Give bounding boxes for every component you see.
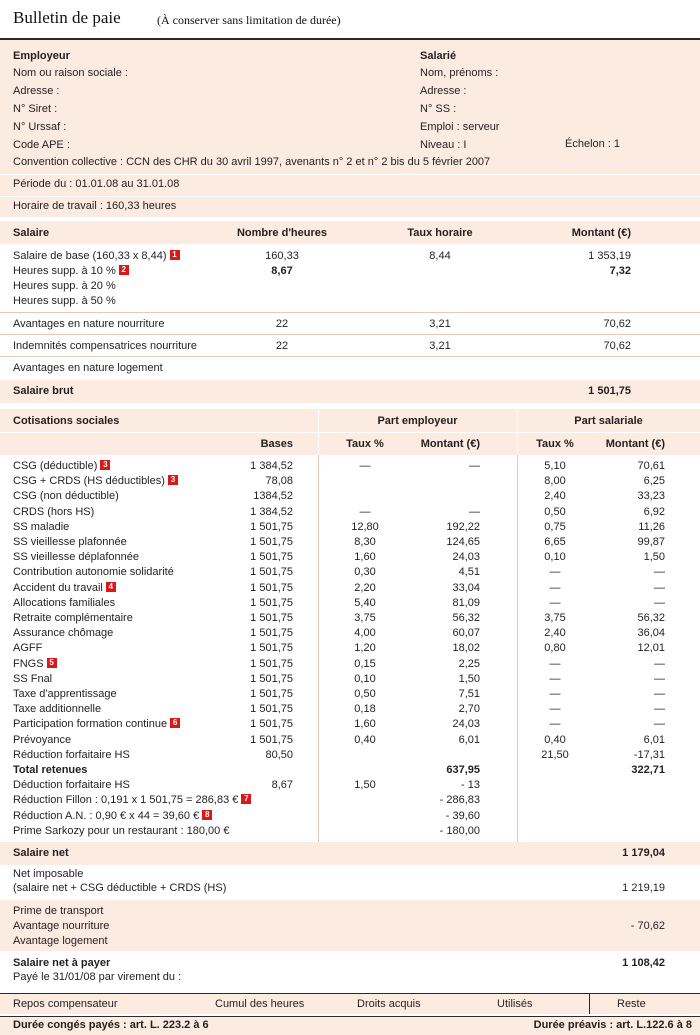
cotisation-taux-sal: — [549, 703, 561, 716]
salaire-col-header: Salaire [13, 227, 50, 239]
cotisation-montant-sal: 99,87 [637, 536, 665, 548]
cotisation-montant-emp: 7,51 [458, 688, 480, 700]
note-badge: 3 [168, 475, 178, 485]
cotisation-label: CRDS (hors HS) [13, 505, 95, 518]
employeur-field: Nom ou raison sociale : [13, 67, 128, 79]
cotisation-taux-sal: 8,00 [544, 475, 566, 488]
cotisation-base: 1 501,75 [250, 672, 293, 685]
salarie-field: Emploi : serveur [420, 121, 500, 133]
cotisation-label: SS vieillesse déplafonnée [13, 551, 139, 564]
deduction-label [13, 810, 212, 823]
cotisation-taux-emp: 0,10 [354, 672, 376, 685]
salarie-field: Niveau : I [420, 139, 467, 151]
info-section [0, 40, 700, 196]
cotisation-taux-emp: 3,75 [354, 612, 376, 624]
footer-preavis: Durée préavis : art. L.122.6 à 8 [533, 1019, 692, 1031]
cotisation-base: 1 501,75 [250, 581, 293, 594]
deduction-label: Prime Sarkozy pour un restaurant : 180,00 € [13, 824, 230, 837]
cumul-heures: Cumul des heures [215, 998, 305, 1010]
note-badge: 7 [241, 794, 251, 804]
net-a-payer-label: Salaire net à payer [13, 957, 111, 969]
cotisation-base: 1 384,52 [250, 505, 293, 518]
cotisation-taux-emp: 12,80 [351, 520, 379, 533]
avantage-montant: 70,62 [603, 318, 631, 330]
cotisation-montant-sal: — [654, 657, 665, 670]
cotisation-taux-sal: 0,75 [544, 520, 566, 533]
taux-col-header: Taux horaire [407, 227, 473, 239]
part-salariale-heading: Part salariale [574, 415, 643, 427]
avantage-label: Avantages en nature nourriture [13, 318, 165, 330]
deduction-montant: - 286,83 [439, 794, 480, 807]
cotisation-montant-sal: 33,23 [637, 490, 665, 503]
reste: Reste [617, 998, 646, 1010]
salaire-row-heures: 160,33 [265, 250, 299, 262]
net-a-payer-montant: 1 108,42 [622, 957, 665, 969]
cotisation-montant-emp: 2,70 [458, 703, 480, 716]
cotisation-taux-sal: — [549, 566, 561, 579]
cotisation-montant-emp: — [469, 505, 480, 518]
cotisation-taux-sal: 21,50 [541, 748, 569, 761]
cotisation-taux-emp: 2,20 [354, 581, 376, 594]
cotisation-taux-emp: 0,18 [354, 703, 376, 716]
title-bar [0, 0, 700, 40]
salaire-row-label: Heures supp. à 50 % [13, 295, 116, 307]
employeur-field: N° Urssaf : [13, 121, 67, 133]
cotisation-taux-sal: 3,75 [544, 612, 566, 624]
cotisation-taux-sal: 0,80 [544, 642, 566, 655]
cotisation-montant-emp: 18,02 [452, 642, 480, 655]
taux-emp-header: Taux % [346, 438, 384, 450]
horaire: Horaire de travail : 160,33 heures [13, 200, 177, 212]
cotisation-label: Retraite complémentaire [13, 612, 133, 624]
cotisation-label-text: CSG (déductible) [13, 460, 98, 472]
salaire-row-label-text: Heures supp. à 10 % [13, 265, 116, 277]
note-badge: 4 [106, 582, 116, 592]
cotisation-base: 1 501,75 [250, 657, 293, 670]
cotisation-label-text: FNGS [13, 657, 44, 670]
cotisation-base: 1 501,75 [250, 733, 293, 746]
cotisation-base: 1384,52 [253, 490, 293, 503]
salaire-row-label-text: Salaire de base (160,33 x 8,44) [13, 250, 167, 262]
cotisation-label: Prévoyance [13, 733, 72, 746]
montant-emp-header: Montant (€) [420, 438, 480, 450]
cotisation-label-text: CSG + CRDS (HS déductibles) [13, 475, 165, 488]
echelon: Échelon : 1 [565, 138, 621, 150]
deduction-label [13, 794, 251, 807]
avantage-label: Avantages en nature logement [13, 362, 163, 374]
net-imposable-detail: (salaire net + CSG déductible + CRDS (HS) [13, 882, 227, 894]
deduction-label-text: Réduction Fillon : 0,191 x 1 501,75 = 286,83 € [13, 794, 239, 807]
cotisation-montant-sal: — [654, 596, 665, 609]
salarie-field: N° SS : [420, 103, 457, 115]
cotisation-label [13, 718, 180, 731]
part-employeur-heading: Part employeur [377, 415, 458, 427]
cotisation-montant-sal: 6,25 [643, 475, 665, 488]
salaire-row-label [13, 250, 180, 263]
cotisation-montant-sal: — [654, 566, 665, 579]
cotisation-base: 1 501,75 [250, 551, 293, 564]
cotisation-taux-emp: 1,60 [354, 718, 376, 731]
cotisation-label: AGFF [13, 642, 43, 655]
cotisation-taux-sal: — [549, 718, 561, 731]
taux-sal-header: Taux % [536, 438, 574, 450]
cotisations-heading: Cotisations sociales [13, 415, 120, 427]
convention-collective: Convention collective : CCN des CHR du 30 avril 1997, avenants n° 2 et n° 2 bis du 5 février 2007 [13, 156, 491, 168]
cotisation-base: 1 501,75 [250, 642, 293, 655]
cotisation-taux-emp: — [359, 460, 371, 472]
cotisation-label [13, 475, 178, 488]
droits-acquis: Droits acquis [357, 998, 421, 1010]
cotisation-montant-sal: — [654, 703, 665, 716]
cotisation-label-text: Accident du travail [13, 581, 103, 594]
cotisation-taux-emp: 1,60 [354, 551, 376, 564]
cotisation-label-text: Participation formation continue [13, 718, 168, 731]
salarie-field: Nom, prénoms : [420, 67, 499, 79]
cotisation-base: 1 501,75 [250, 566, 293, 579]
cotisation-taux-emp: 1,20 [354, 642, 376, 655]
cotisation-montant-emp: — [469, 460, 480, 472]
cotisation-label: Allocations familiales [13, 596, 116, 609]
cotisation-label: Taxe d'apprentissage [13, 688, 117, 700]
prime-transport: Prime de transport [13, 905, 104, 917]
cotisation-taux-emp: 0,30 [354, 566, 376, 579]
cotisation-taux-sal: — [549, 688, 561, 700]
cotisation-base: 1 501,75 [250, 718, 293, 731]
cotisation-montant-sal: 6,01 [643, 733, 665, 746]
cotisation-label: SS vieillesse plafonnée [13, 536, 127, 548]
cotisation-base: 78,08 [265, 475, 293, 488]
cotisation-label: Réduction forfaitaire HS [13, 748, 130, 761]
employeur-field: N° Siret : [13, 103, 58, 115]
cotisation-label: Assurance chômage [13, 627, 114, 640]
avantage-taux: 3,21 [429, 340, 451, 352]
deduction-label-text: Réduction A.N. : 0,90 € x 44 = 39,60 € [13, 809, 200, 822]
cotisation-taux-emp: 4,00 [354, 627, 376, 640]
employeur-field: Adresse : [13, 85, 60, 97]
page-subtitle: (À conserver sans limitation de durée) [157, 13, 341, 27]
avantage-heures: 22 [275, 340, 289, 352]
cotisation-montant-sal: 70,61 [637, 460, 665, 472]
cotisation-label [13, 582, 116, 595]
cotisation-montant-sal: 56,32 [637, 612, 665, 624]
cotisation-montant-sal: 1,50 [643, 551, 665, 564]
deduction-label: Déduction forfaitaire HS [13, 779, 130, 792]
footer-conges: Durée congés payés : art. L. 223.2 à 6 [13, 1019, 209, 1031]
heures-col-header: Nombre d'heures [236, 227, 328, 239]
cotisation-taux-emp: 0,40 [354, 733, 376, 746]
avantage-heures: 22 [275, 318, 289, 330]
bases-header: Bases [260, 438, 293, 450]
cotisation-taux-emp: 0,50 [354, 688, 376, 700]
cotisation-taux-sal: 2,40 [544, 490, 566, 503]
cotisation-taux-sal: — [549, 596, 561, 609]
cotisation-montant-sal: — [654, 672, 665, 685]
cotisation-montant-emp: 124,65 [446, 536, 480, 548]
cotisation-base: 1 501,75 [250, 612, 293, 624]
cotisation-taux-sal: 0,50 [544, 505, 566, 518]
primes-montant: - 70,62 [630, 920, 665, 932]
cotisation-taux-sal: 5,10 [544, 460, 566, 472]
cotisation-montant-emp: 6,01 [458, 733, 480, 746]
cotisation-taux-sal: — [549, 581, 561, 594]
net-imposable-montant: 1 219,19 [622, 882, 665, 894]
deduction-taux: 1,50 [354, 779, 376, 792]
cotisation-taux-emp: 8,30 [354, 536, 376, 548]
salaire-row-label [13, 265, 129, 278]
note-badge: 2 [119, 265, 129, 275]
cotisation-montant-sal: 36,04 [637, 627, 665, 640]
cotisation-taux-sal: — [549, 657, 561, 670]
avantage-label: Indemnités compensatrices nourriture [13, 340, 198, 352]
cotisation-montant-emp: 2,25 [458, 657, 480, 670]
cotisation-taux-sal: 0,10 [544, 551, 566, 564]
cotisation-montant-emp: 81,09 [452, 596, 480, 609]
salarie-field: Adresse : [420, 85, 467, 97]
salaire-row-label: Heures supp. à 20 % [13, 280, 116, 292]
cotisation-base: 1 501,75 [250, 520, 293, 533]
cotisation-montant-emp: 4,51 [458, 566, 480, 579]
deduction-montant: - 180,00 [439, 824, 480, 837]
note-badge: 5 [47, 658, 57, 668]
avantage-logement: Avantage logement [13, 935, 108, 947]
cotisation-base: 1 501,75 [250, 536, 293, 548]
cotisation-base: 1 501,75 [250, 703, 293, 716]
avantage-nourriture: Avantage nourriture [13, 920, 110, 932]
cotisation-montant-sal: 6,92 [643, 505, 665, 518]
cotisation-taux-emp: — [359, 505, 371, 518]
cotisation-montant-emp: 33,04 [452, 581, 480, 594]
cotisation-montant-sal: -17,31 [633, 748, 665, 761]
cotisation-label: CSG (non déductible) [13, 490, 119, 503]
cotisation-base: 1 384,52 [250, 460, 293, 472]
repos-compensateur: Repos compensateur [13, 998, 118, 1010]
cotisation-label: Contribution autonomie solidarité [13, 566, 174, 579]
total-retenues-label: Total retenues [13, 764, 88, 776]
footer [0, 1016, 700, 1035]
note-badge: 8 [202, 810, 212, 820]
salaire-row-montant: 7,32 [609, 265, 631, 277]
utilises: Utilisés [497, 998, 533, 1010]
cotisation-base: 1 501,75 [250, 627, 293, 640]
deduction-montant: - 13 [461, 779, 480, 792]
net-imposable-label: Net imposable [13, 868, 84, 880]
cotisation-montant-sal: 11,26 [638, 520, 665, 533]
employeur-heading: Employeur [13, 50, 70, 62]
cotisation-base: 80,50 [265, 748, 293, 761]
salaire-row-taux: 8,44 [429, 250, 451, 262]
deduction-montant: - 39,60 [445, 809, 480, 822]
avantage-montant: 70,62 [603, 340, 631, 352]
brut-label: Salaire brut [13, 385, 74, 397]
note-badge: 1 [170, 250, 180, 260]
cotisation-base: 1 501,75 [250, 596, 293, 609]
cotisation-montant-emp: 192,22 [446, 520, 480, 533]
cotisation-label: Taxe additionnelle [13, 703, 102, 716]
net-label: Salaire net [13, 847, 69, 859]
cotisation-montant-sal: — [654, 581, 665, 594]
note-badge: 6 [170, 718, 180, 728]
total-retenues-emp: 637,95 [446, 764, 480, 776]
cotisation-label [13, 460, 110, 473]
cotisation-montant-sal: — [654, 688, 665, 700]
cotisation-taux-sal: 0,40 [544, 733, 566, 746]
cotisation-montant-emp: 24,03 [452, 718, 480, 731]
net-montant: 1 179,04 [622, 847, 665, 859]
page-title: Bulletin de paie [13, 8, 121, 27]
cotisation-taux-sal: — [549, 672, 561, 685]
cotisation-taux-emp: 0,15 [354, 657, 376, 670]
periode: Période du : 01.01.08 au 31.01.08 [13, 178, 180, 190]
cotisation-label: SS maladie [13, 520, 70, 533]
paye-le: Payé le 31/01/08 par virement du : [13, 971, 182, 983]
cotisation-montant-emp: 24,03 [452, 551, 480, 564]
cotisation-montant-sal: 12,01 [637, 642, 665, 655]
salaire-row-heures: 8,67 [271, 265, 293, 277]
brut-montant: 1 501,75 [588, 385, 631, 397]
total-retenues-sal: 322,71 [631, 764, 665, 776]
cotisation-taux-sal: 2,40 [544, 627, 566, 640]
cotisation-montant-sal: — [654, 718, 665, 731]
montant-sal-header: Montant (€) [605, 438, 665, 450]
cotisation-taux-emp: 5,40 [354, 596, 376, 609]
cotisation-taux-sal: 6,65 [544, 536, 566, 548]
salaire-row-montant: 1 353,19 [588, 250, 631, 262]
cotisation-base: 1 501,75 [250, 688, 293, 700]
cotisation-label: SS Fnal [13, 672, 53, 685]
cotisation-label [13, 658, 57, 671]
note-badge: 3 [100, 460, 110, 470]
cotisation-montant-emp: 60,07 [452, 627, 480, 640]
avantage-taux: 3,21 [429, 318, 451, 330]
salarie-heading: Salarié [420, 50, 457, 62]
deduction-base: 8,67 [271, 779, 293, 792]
employeur-field: Code APE : [13, 139, 70, 151]
montant-col-header: Montant (€) [571, 227, 631, 239]
cotisation-montant-emp: 56,32 [452, 612, 480, 624]
cotisation-montant-emp: 1,50 [458, 672, 480, 685]
